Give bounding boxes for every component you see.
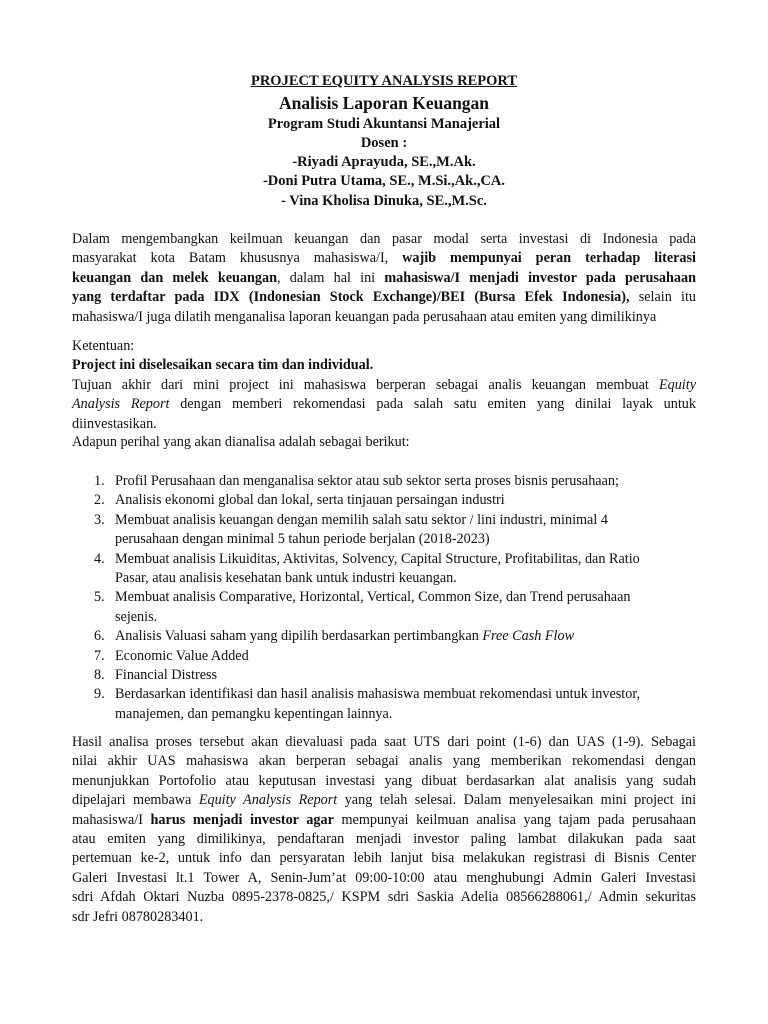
list-item (72, 685, 696, 724)
closing-paragraph (72, 733, 696, 927)
text-run: , dalam hal ini (277, 269, 385, 286)
closing-line (72, 811, 696, 830)
rules-section (72, 337, 696, 434)
closing-line: pertemuan ke-2, untuk info dan persyaratan lebih lanjut bisa melakukan registrasi di Bisnis Center (72, 850, 696, 867)
lecturer-label: Dosen : (360, 135, 408, 151)
closing-line: nilai akhir UAS mahasiswa akan berperan sebagai analis yang memberikan rekomendasi dengan (72, 753, 696, 770)
list-item (72, 588, 696, 627)
text-run: masyarakat kota Batam khususnya mahasiswa/I, (72, 250, 403, 267)
list-number: 5. (94, 589, 105, 606)
list-number: 7. (94, 647, 105, 664)
closing-line: menunjukkan Portofolio atau keputusan investasi yang dibuat berdasarkan alat analisis yang sudah (72, 772, 696, 789)
criteria-line: Adapun perihal yang akan dianalisa adalah sebagai berikut: (72, 434, 410, 450)
rules-line (72, 395, 696, 414)
list-item (72, 647, 696, 666)
list-number: 2. (94, 492, 105, 509)
criteria-intro (72, 433, 696, 452)
closing-line: Galeri Investasi lt.1 Tower A, Senin-Jum’at 09:00-10:00 atau menghubungi Admin Galeri Investasi (72, 869, 696, 886)
closing-line: Hasil analisa proses tersebut akan dievaluasi pada saat UTS dari point (1-6) dan UAS (1-9). Sebagai (72, 734, 696, 750)
text-run: Analisis Valuasi saham yang dipilih berdasarkan pertimbangkan (115, 628, 483, 645)
list-item-text: Economic Value Added (115, 647, 249, 664)
list-item-text: Membuat analisis keuangan dengan memilih salah satu sektor / lini industri, minimal 4 (115, 511, 608, 528)
list-item (72, 550, 696, 589)
list-item-text: perusahaan dengan minimal 5 tahun periode berjalan (2018-2023) (115, 531, 490, 548)
lecturer-name: - Vina Kholisa Dinuka, SE.,M.Sc. (281, 193, 487, 209)
intro-line (72, 288, 696, 307)
intro-line (72, 269, 696, 288)
study-program: Program Studi Akuntansi Manajerial (267, 116, 501, 132)
list-item-text: Analisis ekonomi global dan lokal, serta tinjauan persaingan industri (115, 492, 505, 509)
rules-line: diinvestasikan. (72, 415, 157, 432)
list-item (72, 666, 696, 685)
list-item-text (115, 627, 696, 646)
rules-bold-line: Project ini diselesaikan secara tim dan individual. (72, 357, 374, 374)
rules-label: Ketentuan: (72, 338, 135, 354)
list-item-text: sejenis. (115, 608, 158, 625)
text-run: Tujuan akhir dari mini project ini mahasiswa berperan sebagai analis keuangan membuat (72, 376, 659, 393)
text-run: selain itu (629, 289, 696, 306)
list-number: 9. (94, 686, 105, 703)
bold-run: harus menjadi investor agar (150, 811, 334, 828)
list-number: 6. (94, 628, 105, 645)
closing-line: atau emiten yang dimilikinya, pendaftaran menjadi investor paling lambat dilakukan pada saat (72, 831, 696, 848)
lecturer-name: -Riyadi Aprayuda, SE.,M.Ak. (292, 154, 476, 170)
text-run: mahasiswa/I (72, 811, 151, 828)
closing-line (72, 791, 696, 810)
bold-run: wajib mempunyai peran terhadap literasi (402, 250, 696, 267)
italic-run: Equity Analysis Report (198, 792, 338, 809)
list-item-text: Membuat analisis Comparative, Horizontal, Vertical, Common Size, dan Trend perusahaan (115, 589, 631, 606)
list-item-text: Profil Perusahaan dan menganalisa sektor atau sub sektor serta proses bisnis perusahaan; (115, 473, 619, 489)
list-number: 4. (94, 550, 105, 567)
text-run: dipelajari membawa (72, 792, 199, 809)
list-item-text: Pasar, atau analisis kesehatan bank untuk industri keuangan. (115, 570, 457, 587)
lecturer-name: -Doni Putra Utama, SE., M.Si.,Ak.,CA. (262, 173, 506, 189)
bold-run: mahasiswa/I menjadi investor pada perusahaan (384, 269, 696, 286)
list-number: 8. (94, 667, 105, 684)
bold-run: yang terdaftar pada IDX (Indonesian Stock Exchange)/BEI (Bursa Efek Indonesia), (72, 289, 630, 306)
list-item-text: manajemen, dan pemangku kepentingan lainnya. (115, 705, 393, 722)
list-item-text: Membuat analisis Likuiditas, Aktivitas, Solvency, Capital Structure, Profitabilitas, dan Ratio (115, 550, 640, 567)
list-item (72, 627, 696, 646)
italic-run: Equity (658, 376, 696, 393)
italic-run: Analysis Report (72, 396, 170, 413)
text-run: dengan memberi rekomendasi pada salah satu emiten yang dinilai layak untuk (169, 396, 696, 413)
text-run: yang telah selesai. Dalam menyelesaikan mini project ini (337, 792, 697, 809)
list-item-text: Financial Distress (115, 667, 218, 684)
rules-line (72, 376, 696, 395)
list-item (72, 491, 696, 510)
intro-line: Dalam mengembangkan keilmuan keuangan dan pasar modal serta investasi di Indonesia pada (72, 231, 696, 247)
report-title: PROJECT EQUITY ANALYSIS REPORT (250, 73, 518, 89)
intro-line (72, 249, 696, 268)
text-run: mempunyai keilmuan analisa yang tajam pada perusahaan (333, 811, 696, 828)
list-item (72, 511, 696, 550)
closing-line: sdri Afdah Oktari Nuzba 0895-2378-0825,/ KSPM sdri Saskia Adelia 08566288061,/ Admin sekuritas (72, 889, 696, 906)
list-item-text: Berdasarkan identifikasi dan hasil analisis mahasiswa membuat rekomendasi untuk investor, (115, 686, 641, 703)
closing-line: sdr Jefri 08780283401. (72, 908, 204, 925)
analysis-items-list (72, 472, 696, 724)
report-subtitle: Analisis Laporan Keuangan (278, 93, 490, 113)
list-number: 3. (94, 511, 105, 528)
italic-run: Free Cash Flow (482, 628, 575, 645)
intro-line: mahasiswa/I juga dilatih menganalisa laporan keuangan pada perusahaan atau emiten yang dimilikinya (72, 308, 657, 325)
list-item (72, 472, 696, 491)
list-number: 1. (94, 473, 105, 489)
intro-paragraph (72, 230, 696, 327)
bold-run: keuangan dan melek keuangan (72, 269, 277, 286)
